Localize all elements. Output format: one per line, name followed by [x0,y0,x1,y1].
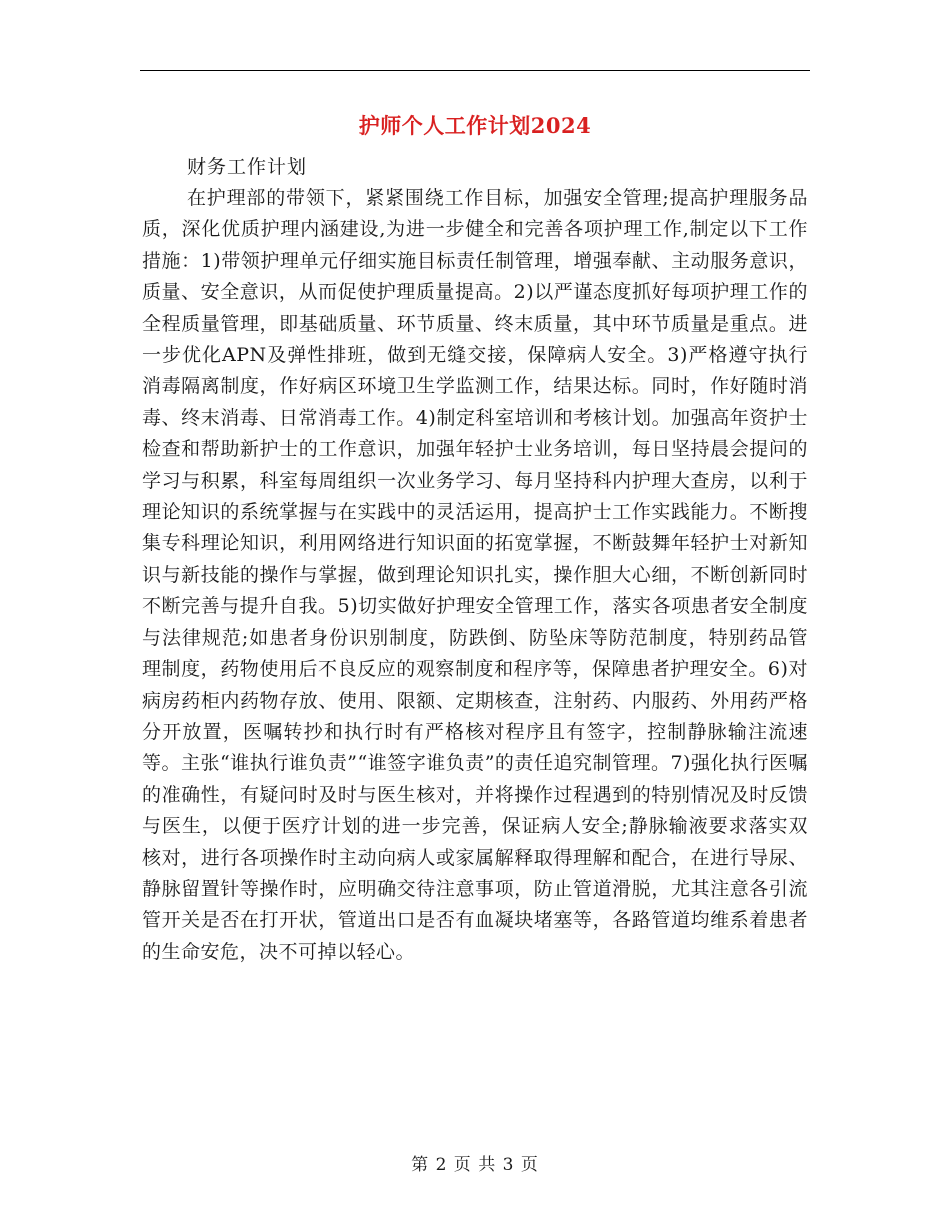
header-rule [140,70,810,71]
document-title: 护师个人工作计划2024 [358,113,592,138]
section-heading: 财务工作计划 [187,156,308,178]
page-footer: 第 2 页 共 3 页 [411,1155,539,1175]
body-paragraph: 在护理部的带领下，紧紧围绕工作目标，加强安全管理;提高护理服务品质，深化优质护理内涵建设,为进一步健全和完善各项护理工作,制定以下工作措施：1)带领护理单元仔细实施目标责任制管理，增强奉献、主动服务意识，质量、安全意识，从而促使护理质量提高。2)以严谨态度抓好每项护理工作的全程质量管理，即基础质量、环节质量、终末质量，其中环节质量是重点。进一步优化APN及弹性排班，做到无缝交接，保障病人安全。3)严格遵守执行消毒隔离制度，作好病区环境卫生学监测工作，结果达标。同时，作好随时消毒、终末消毒、日常消毒工作。4)制定科室培训和考核计划。加强高年资护士检查和帮助新护士的工作意识，加强年轻护士业务培训，每日坚持晨会提问的学习与积累，科室每周组织一次业务学习、每月坚持科内护理大查房，以利于理论知识的系统掌握与在实践中的灵活运用，提高护士工作实践能力。不断搜集专科理论知识，利用网络进行知识面的拓宽掌握，不断鼓舞年轻护士对新知识与新技能的操作与掌握，做到理论知识扎实，操作胆大心细，不断创新同时不断完善与提升自我。5)切实做好护理安全管理工作，落实各项患者安全制度与法律规范;如患者身份识别制度，防跌倒、防坠床等防范制度，特别药品管理制度，药物使用后不良反应的观察制度和程序等，保障患者护理安全。6)对病房药柜内药物存放、使用、限额、定期核查，注射药、内服药、外用药严格分开放置，医嘱转抄和执行时有严格核对程序且有签字，控制静脉输注流速等。主张“谁执行谁负责”“谁签字谁负责”的责任追究制管理。7)强化执行医嘱的准确性，有疑问时及时与医生核对，并将操作过程遇到的特别情况及时反馈与医生，以便于医疗计划的进一步完善，保证病人安全;静脉输液要求落实双核对，进行各项操作时主动向病人或家属解释取得理解和配合，在进行导尿、静脉留置针等操作时，应明确交待注意事项，防止管道滑脱，尤其注意各引流管开关是否在打开状，管道出口是否有血凝块堵塞等，各路管道均维系着患者的生命安危，决不可掉以轻心。 [142,187,808,963]
